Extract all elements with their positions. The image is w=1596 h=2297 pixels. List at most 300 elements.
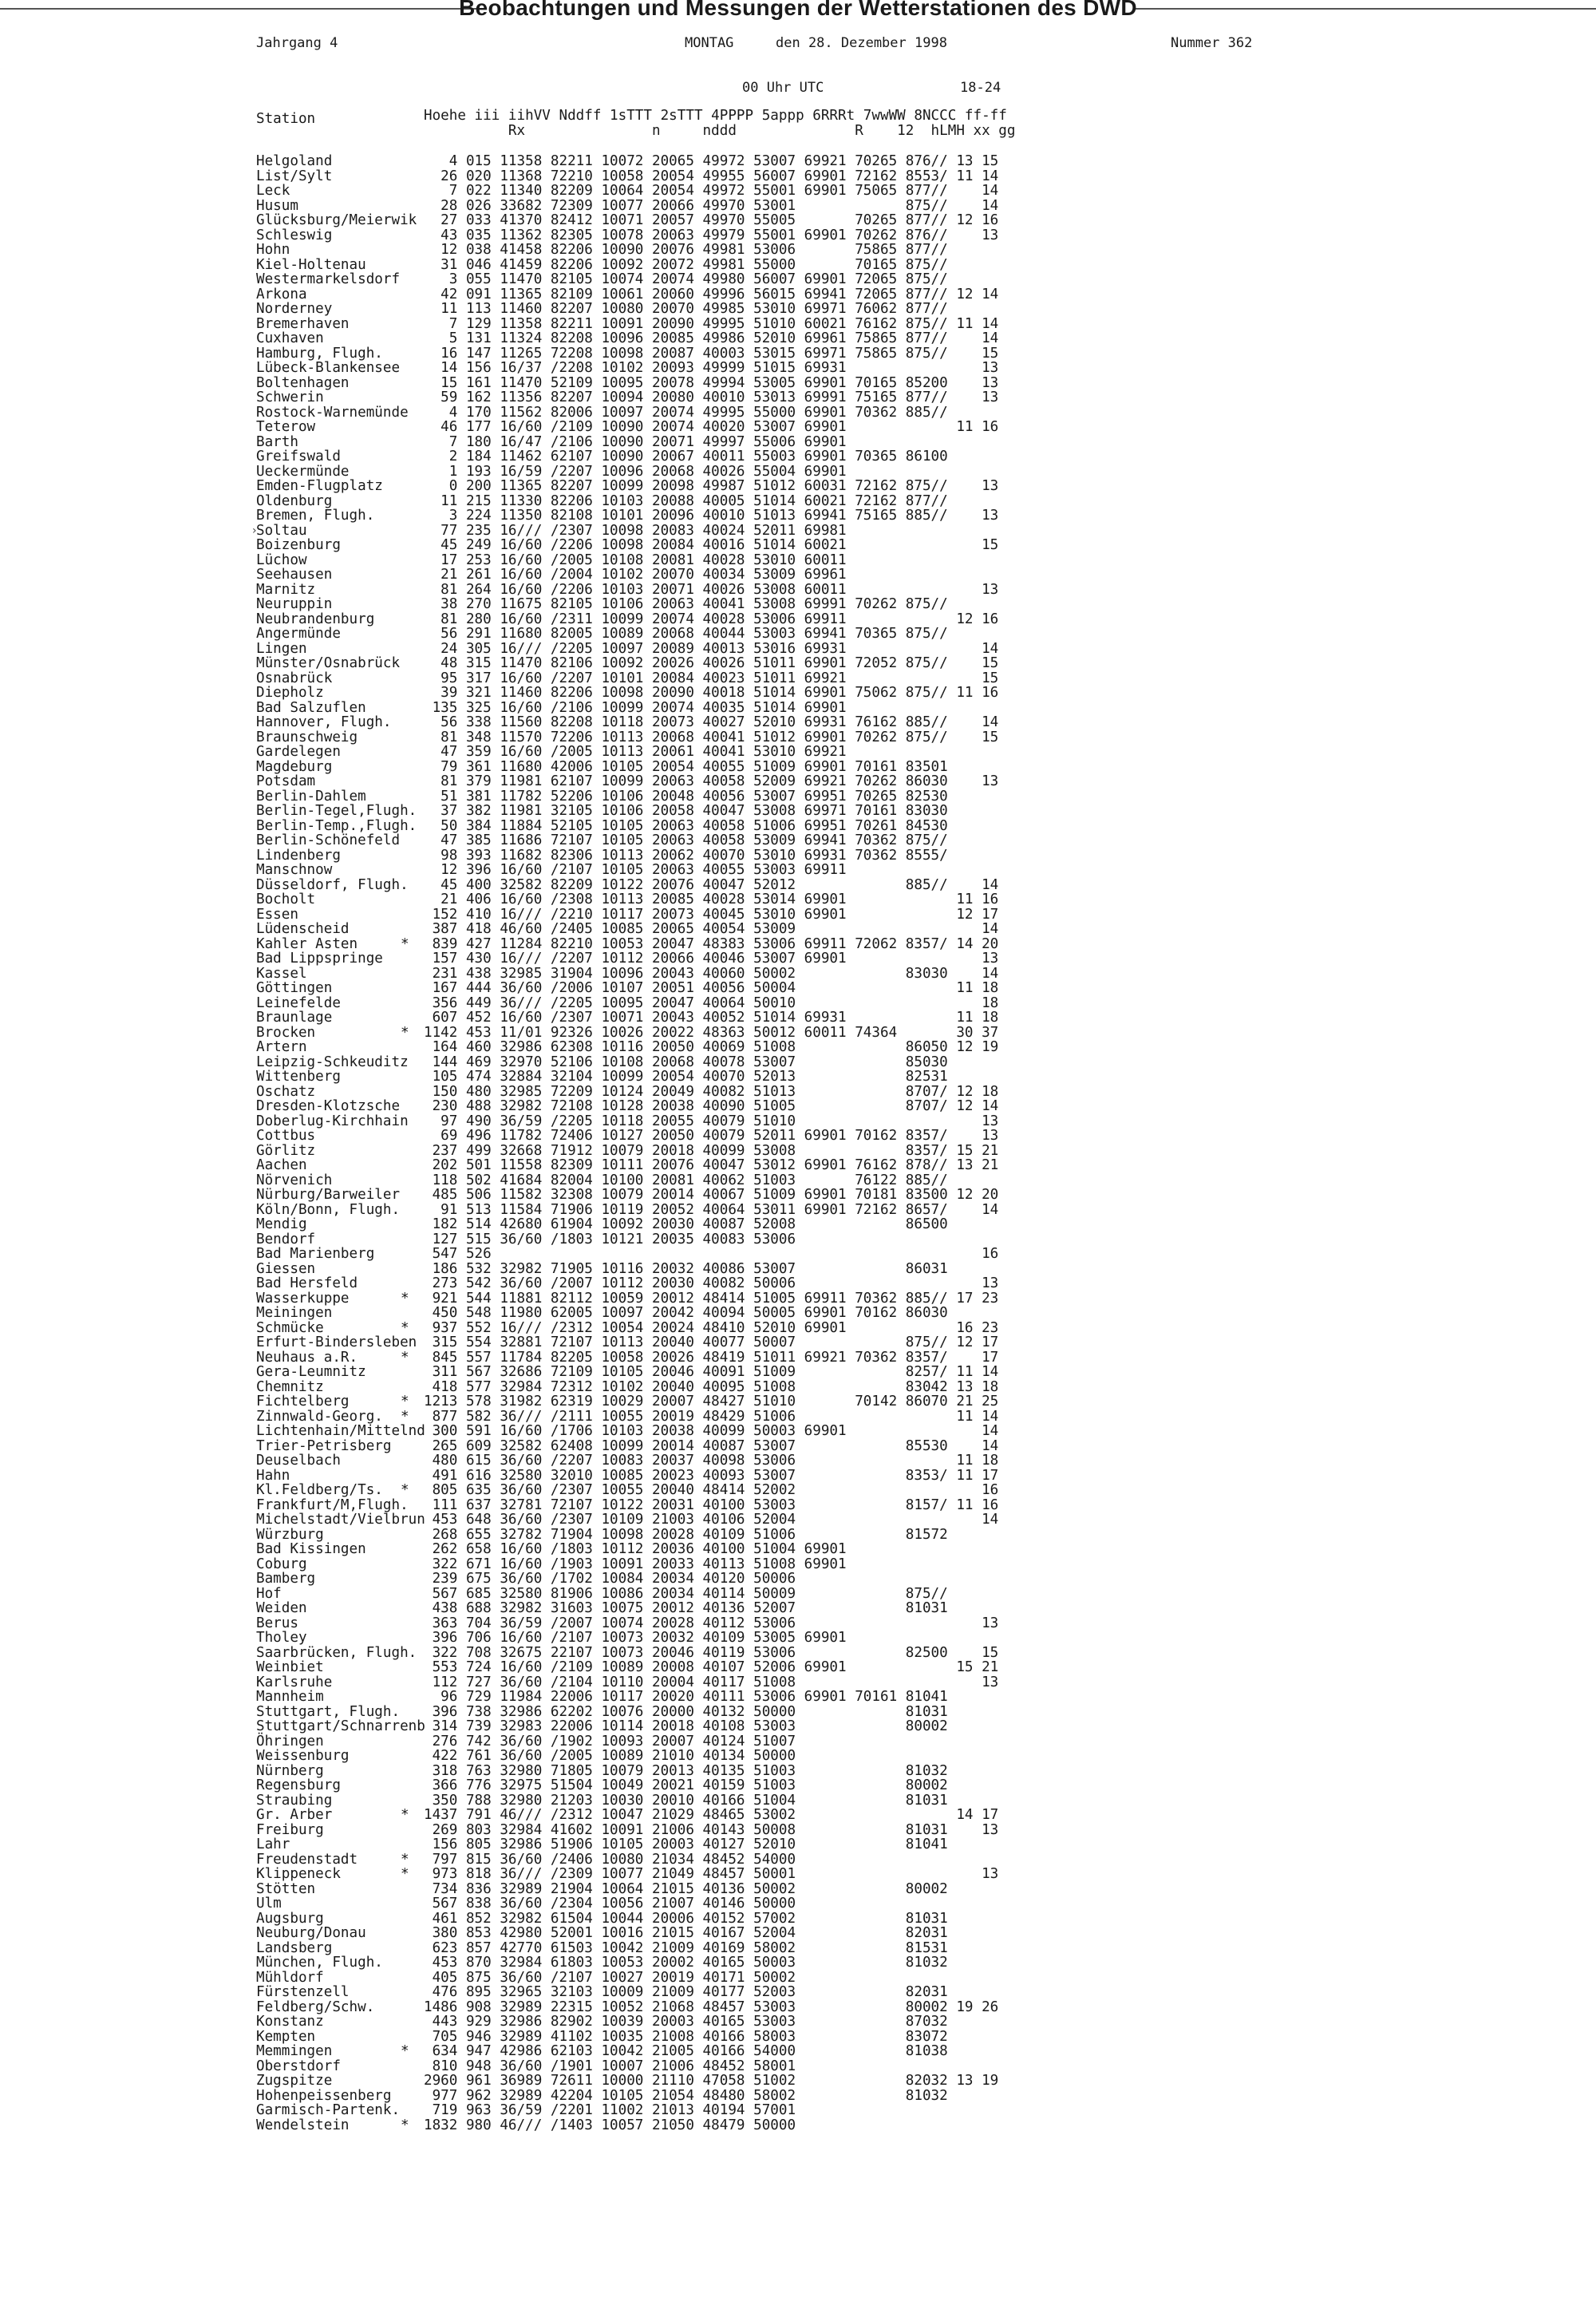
table-row: 1437 791 46/// /2312 10047 21029 48465 53002 14 17 (424, 1807, 999, 1823)
table-row: 182 514 42680 61904 10092 20030 40087 52008 86500 (424, 1216, 948, 1232)
station-marker (401, 951, 409, 967)
station-marker (401, 1188, 409, 1203)
station-name: Nörvenich (256, 1172, 333, 1188)
station-marker (401, 508, 409, 524)
table-row: 7 022 11340 82209 10064 20054 49972 55001 69901 75065 877// 14 (424, 183, 999, 199)
station-marker (401, 1837, 409, 1852)
station-name: Landsberg (256, 1939, 333, 1956)
station-name: Klippeneck (256, 1866, 341, 1882)
station-name: Garmisch-Partenk. (256, 2102, 401, 2118)
station-marker (401, 848, 409, 864)
table-row: 1213 578 31982 62319 10029 20007 48427 51010 70142 86070 21 25 (424, 1394, 999, 1409)
table-row: 839 427 11284 82210 10053 20047 48383 53006 69911 72062 8357/ 14 20 (424, 935, 999, 952)
station-marker (401, 1306, 409, 1321)
station-marker (401, 1660, 409, 1675)
station-name: Bad Hersfeld (256, 1275, 358, 1291)
table-row: 845 557 11784 82205 10058 20026 48419 51011 69921 70362 8357/ 17 (424, 1349, 999, 1366)
station-name: Hohn (256, 242, 290, 258)
station-name: Leck (256, 183, 290, 199)
station-marker (401, 1247, 409, 1262)
station-name: Köln/Bonn, Flugh. (256, 1201, 401, 1218)
station-marker (401, 361, 409, 376)
station-marker (401, 1129, 409, 1144)
station-marker: * (401, 1394, 409, 1409)
table-row: 567 685 32580 81906 10086 20034 40114 50009 875// (424, 1585, 948, 1602)
station-name: Aachen (256, 1157, 307, 1173)
station-name: Görlitz (256, 1142, 316, 1159)
station-name: Bad Kissingen (256, 1541, 366, 1557)
station-name: Nürburg/Barweiler (256, 1187, 401, 1203)
station-marker (401, 1335, 409, 1350)
station-name: Ulm (256, 1896, 282, 1912)
station-marker (401, 1955, 409, 1971)
station-marker (401, 1173, 409, 1188)
station-name: Oberstdorf (256, 2058, 341, 2074)
station-name: Lichtenhain/Mittelnd (256, 1423, 425, 1439)
table-row: 81 348 11570 72206 10113 20068 40041 51012 69901 70262 875// 15 (424, 729, 999, 745)
table-row: 805 635 36/60 /2307 10055 20040 48414 52002 16 (424, 1482, 999, 1498)
station-name: Lindenberg (256, 847, 341, 864)
station-name: Westermarkelsdorf (256, 271, 401, 287)
station-marker (401, 1587, 409, 1602)
table-row: 623 857 42770 61503 10042 21009 40169 58002 81531 (424, 1939, 948, 1956)
table-row: 79 361 11680 42006 10105 20054 40055 51009 69901 70161 83501 (424, 758, 948, 775)
station-marker (401, 1882, 409, 1897)
table-row: 28 026 33682 72309 10077 20066 49970 53001 875// 14 (424, 197, 999, 214)
station-marker (401, 1232, 409, 1247)
table-row: 69 496 11782 72406 10127 20050 40079 52011 69901 70162 8357/ 13 (424, 1128, 999, 1144)
table-row: 366 776 32975 51504 10049 20021 40159 51003 80002 (424, 1777, 948, 1793)
station-name: Hahn (256, 1467, 290, 1484)
station-name: Marnitz (256, 581, 316, 598)
station-name: Oldenburg (256, 492, 333, 509)
table-row: 634 947 42986 62103 10042 21005 40166 54000 81038 (424, 2043, 948, 2059)
station-name: Weinbiet (256, 1659, 324, 1675)
table-row: 318 763 32980 71805 10079 20013 40135 51003 81032 (424, 1762, 948, 1779)
table-row: 3 055 11470 82105 10074 20074 49980 56007 69901 72065 875// (424, 271, 948, 287)
station-marker (401, 524, 409, 539)
station-marker (401, 1203, 409, 1218)
issue-number: Nummer 362 (1171, 35, 1253, 51)
table-row: 50 384 11884 52105 10105 20063 40058 51006 69951 70261 84530 (424, 817, 948, 834)
table-row: 311 567 32686 72109 10105 20046 40091 51009 8257/ 11 14 (424, 1364, 999, 1380)
station-name: Kempten (256, 2028, 316, 2045)
station-name: Essen (256, 906, 298, 923)
station-marker (401, 2089, 409, 2104)
station-marker (401, 671, 409, 686)
table-row: 314 739 32983 22006 10114 20018 40108 53003 80002 (424, 1718, 948, 1734)
table-row: 4 015 11358 82211 10072 20065 49972 53007 69921 70265 876// 13 15 (424, 153, 999, 169)
table-row: 262 658 16/60 /1803 10112 20036 40100 51004 69901 (424, 1541, 847, 1557)
table-row: 91 513 11584 71906 10119 20052 40064 53011 69901 72162 8657/ 14 (424, 1201, 999, 1218)
station-name: Berlin-Temp.,Flugh. (256, 817, 417, 834)
station-name: Lahr (256, 1836, 290, 1852)
station-name: Bremen, Flugh. (256, 508, 375, 524)
weekday-label: MONTAG (685, 35, 734, 51)
table-row: 21 261 16/60 /2004 10102 20070 40034 53009 69961 (424, 567, 847, 583)
station-marker (401, 715, 409, 730)
station-name: Potsdam (256, 773, 316, 789)
table-row: 24 305 16/// /2205 10097 20089 40013 53016 69931 14 (424, 640, 999, 657)
station-marker (401, 1557, 409, 1572)
station-marker (401, 745, 409, 760)
station-marker (401, 465, 409, 480)
table-row: 239 675 36/60 /1702 10084 20034 40120 50006 (424, 1571, 796, 1587)
table-row: 921 544 11881 82112 10059 20012 48414 51005 69911 70362 885// 17 23 (424, 1290, 999, 1307)
station-name: Bad Salzuflen (256, 699, 366, 716)
station-name: Kl.Feldberg/Ts. (256, 1482, 383, 1498)
station-marker (401, 1778, 409, 1793)
station-name: Manschnow (256, 862, 333, 878)
station-name: Lübeck-Blankensee (256, 360, 401, 376)
station-marker (401, 331, 409, 346)
station-marker (401, 1276, 409, 1291)
table-row: 877 582 36/// /2111 10055 20019 48429 51006 11 14 (424, 1408, 999, 1425)
table-row: 453 648 36/60 /2307 10109 21003 40106 52004 14 (424, 1512, 999, 1528)
station-marker (401, 1985, 409, 2000)
table-row: 450 548 11980 62005 10097 20042 40094 50005 69901 70162 86030 (424, 1305, 948, 1321)
station-marker (401, 1262, 409, 1277)
station-name: Soltau (256, 522, 307, 539)
station-marker (401, 449, 409, 465)
station-name: Meiningen (256, 1305, 333, 1321)
column-header-line-1: Hoehe iii iihVV Nddff 1sTTT 2sTTT 4PPPP 5appp 6RRRt 7wwWW 8NCCC ff-ff (424, 108, 1007, 124)
table-row: 363 704 36/59 /2007 10074 20028 40112 53006 13 (424, 1615, 999, 1631)
station-marker (401, 553, 409, 568)
table-row: 607 452 16/60 /2307 10071 20043 40052 51014 69931 11 18 (424, 1010, 999, 1026)
station-marker (401, 1424, 409, 1439)
table-row: 81 280 16/60 /2311 10099 20074 40028 53006 69911 12 16 (424, 611, 999, 627)
station-name: Bendorf (256, 1231, 316, 1247)
table-row: 396 738 32986 62202 10076 20000 40132 50000 81031 (424, 1703, 948, 1720)
table-row: 237 499 32668 71912 10079 20018 40099 53008 8357/ 15 21 (424, 1142, 999, 1159)
station-name: Wittenberg (256, 1069, 341, 1085)
observation-data-column (424, 154, 998, 2133)
table-row: 150 480 32985 72209 10124 20049 40082 51013 8707/ 12 18 (424, 1083, 999, 1100)
station-marker (401, 1601, 409, 1616)
station-marker (401, 169, 409, 184)
station-name: Boltenhagen (256, 374, 350, 391)
station-name: Deuselbach (256, 1453, 341, 1469)
station-name: Artern (256, 1039, 307, 1055)
table-row: 27 033 41370 82412 10071 20057 49970 55005 70265 877// 12 16 (424, 212, 999, 228)
table-row: 98 393 11682 82306 10113 20062 40070 53010 69931 70362 8555/ (424, 847, 948, 864)
table-row: 273 542 36/60 /2007 10112 20030 40082 50006 13 (424, 1275, 999, 1291)
station-marker (401, 583, 409, 598)
table-row: 105 474 32884 32104 10099 20054 40070 52013 82531 (424, 1069, 948, 1085)
table-row: 81 264 16/60 /2206 10103 20071 40026 53008 60011 13 (424, 581, 999, 598)
table-row: 553 724 16/60 /2109 10089 20008 40107 52006 69901 15 21 (424, 1659, 999, 1675)
station-marker: * (401, 1851, 409, 1868)
table-row: 567 838 36/60 /2304 10056 21007 40146 50000 (424, 1896, 796, 1912)
station-marker (401, 272, 409, 287)
station-marker (401, 184, 409, 199)
station-name: Mühldorf (256, 1969, 324, 1986)
station-marker (401, 420, 409, 435)
station-name: Mannheim (256, 1689, 324, 1705)
station-marker (401, 1971, 409, 1986)
table-row: 356 449 36/// /2205 10095 20047 40064 50010 18 (424, 994, 999, 1011)
station-name: Mendig (256, 1216, 307, 1232)
table-row: 405 875 36/60 /2107 10027 20019 40171 50002 (424, 1969, 796, 1986)
station-name: Nürnberg (256, 1762, 324, 1779)
station-marker (401, 612, 409, 627)
table-row: 231 438 32985 31904 10096 20043 40060 50002 83030 14 (424, 965, 999, 982)
station-marker (401, 1926, 409, 1941)
table-row: 48 315 11470 82106 10092 20026 40026 51011 69901 72052 875// 15 (424, 655, 999, 671)
table-row: 111 637 32781 72107 10122 20031 40100 53003 8157/ 11 16 (424, 1496, 999, 1513)
table-row: 135 325 16/60 /2106 10099 20074 40035 51014 69901 (424, 699, 847, 716)
table-row: 39 321 11460 82206 10098 20090 40018 51014 69901 75062 875// 11 16 (424, 685, 999, 701)
station-marker (401, 346, 409, 362)
station-name: Arkona (256, 286, 307, 302)
station-marker (401, 1469, 409, 1484)
station-marker (401, 538, 409, 553)
station-marker (401, 1941, 409, 1956)
station-marker (401, 317, 409, 332)
station-marker: * (401, 2117, 409, 2133)
table-row: 1832 980 46/// /1403 10057 21050 48479 50000 (424, 2117, 796, 2133)
station-marker (401, 686, 409, 701)
station-name: Lüchow (256, 552, 307, 568)
station-name: Schmücke (256, 1319, 324, 1336)
table-row: 453 870 32984 61803 10053 20002 40165 50003 81032 (424, 1955, 948, 1971)
station-marker (401, 1085, 409, 1100)
station-name: Göttingen (256, 980, 333, 996)
table-row: 43 035 11362 82305 10078 20063 49979 55001 69901 70262 876// 13 (424, 227, 999, 243)
station-marker (401, 1793, 409, 1809)
station-name: Fürstenzell (256, 1984, 350, 2000)
station-marker (401, 1453, 409, 1469)
station-name: Osnabrück (256, 670, 333, 686)
station-marker (401, 1010, 409, 1026)
station-marker (401, 1705, 409, 1720)
column-header-line-2: Rx n nddd R 12 hLMH xx gg (424, 123, 1016, 139)
table-row: 26 020 11368 72210 10058 20054 49955 56007 69901 72162 8553/ 11 14 (424, 168, 999, 184)
station-name: Leipzig-Schkeuditz (256, 1054, 409, 1070)
station-name: Freiburg (256, 1821, 324, 1838)
station-marker: * (401, 935, 409, 952)
station-marker (401, 479, 409, 494)
station-marker (401, 1055, 409, 1070)
station-name: Glücksburg/Meierwik (256, 212, 417, 228)
station-marker: * (401, 1290, 409, 1307)
station-name: Leinefelde (256, 994, 341, 1011)
station-name: Karlsruhe (256, 1674, 333, 1690)
table-row: 476 895 32965 32103 10009 21009 40177 52003 82031 (424, 1984, 948, 2000)
station-name: Hof (256, 1585, 282, 1602)
station-marker (401, 656, 409, 671)
station-marker (401, 789, 409, 805)
station-marker (401, 1719, 409, 1734)
table-row: 81 379 11981 62107 10099 20063 40058 52009 69921 70262 86030 13 (424, 773, 999, 789)
jahrgang-label: Jahrgang 4 (256, 35, 338, 51)
station-name: Dresden-Klotzsche (256, 1098, 401, 1114)
station-name: Michelstadt/Vielbrun (256, 1512, 425, 1528)
table-row: 443 929 32986 82902 10039 20003 40165 53003 87032 (424, 2014, 948, 2030)
station-name: Helgoland (256, 153, 333, 169)
station-name: Lüdenscheid (256, 921, 350, 937)
period-label: 18-24 (960, 80, 1001, 96)
station-name: Wendelstein (256, 2117, 350, 2133)
station-marker (401, 981, 409, 996)
station-marker (401, 597, 409, 612)
station-name: Kassel (256, 965, 307, 982)
station-marker (401, 892, 409, 907)
table-row: 164 460 32986 62308 10116 20050 40069 51008 86050 12 19 (424, 1039, 999, 1055)
station-name: Hohenpeissenberg (256, 2087, 392, 2104)
station-name: Gardelegen (256, 744, 341, 760)
station-marker (401, 302, 409, 317)
table-row: 56 338 11560 82208 10118 20073 40027 52010 69931 76162 885// 14 (424, 714, 999, 730)
station-name: Gr. Arber (256, 1807, 333, 1823)
station-marker (401, 2059, 409, 2074)
station-name: Lingen (256, 640, 307, 657)
table-row: 547 526 16 (424, 1246, 999, 1262)
station-name: Ueckermünde (256, 463, 350, 480)
station-marker (401, 1542, 409, 1557)
station-marker (401, 243, 409, 258)
station-name: Angermünde (256, 626, 341, 642)
station-marker (401, 1616, 409, 1631)
station-name: Öhringen (256, 1733, 324, 1749)
station-marker: * (401, 1349, 409, 1366)
station-name: Boizenburg (256, 537, 341, 553)
station-marker: * (401, 1024, 409, 1041)
table-row: 59 162 11356 82207 10094 20080 40010 53013 69991 75165 877// 13 (424, 389, 999, 405)
table-row: 156 805 32986 51906 10105 20003 40127 52010 81041 (424, 1836, 948, 1852)
table-row: 1 193 16/59 /2207 10096 20068 40026 55004 69901 (424, 463, 847, 480)
station-marker: * (401, 1807, 409, 1823)
station-marker (401, 1158, 409, 1173)
table-row: 157 430 16/// /2207 10112 20066 40046 53007 69901 13 (424, 951, 999, 967)
station-marker (401, 199, 409, 214)
station-name: Kiel-Holtenau (256, 256, 366, 273)
station-marker: * (401, 2043, 409, 2059)
station-marker (401, 1734, 409, 1749)
station-name: Diepholz (256, 685, 324, 701)
table-row: 265 609 32582 62408 10099 20014 40087 53007 85530 14 (424, 1437, 999, 1454)
station-marker (401, 878, 409, 893)
station-marker (401, 730, 409, 745)
station-name: Gera-Leumnitz (256, 1364, 366, 1380)
table-row: 3 224 11350 82108 10101 20096 40010 51013 69941 75165 885// 13 (424, 508, 999, 524)
station-marker (401, 2074, 409, 2089)
station-name: Rostock-Warnemünde (256, 404, 409, 421)
station-name: Brocken (256, 1024, 316, 1041)
station-marker (401, 1114, 409, 1129)
station-name: Braunlage (256, 1010, 333, 1026)
table-row: 396 706 16/60 /2107 10073 20032 40109 53005 69901 (424, 1630, 847, 1646)
station-name: Oschatz (256, 1083, 316, 1100)
table-row: 14 156 16/37 /2208 10102 20093 49999 51015 69931 13 (424, 360, 999, 376)
station-name: Bad Marienberg (256, 1246, 375, 1262)
table-row: 1142 453 11/01 92326 10026 20022 48363 50012 60011 74364 30 37 (424, 1024, 999, 1041)
table-row: 7 180 16/47 /2106 10090 20071 49997 55006 69901 (424, 433, 847, 450)
table-row: 96 729 11984 22006 10117 20020 40111 53006 69901 70161 81041 (424, 1689, 948, 1705)
table-row: 300 591 16/60 /1706 10103 20038 40099 50003 69901 14 (424, 1423, 999, 1439)
station-name: Freudenstadt (256, 1851, 358, 1868)
table-row: 31 046 41459 82206 10092 20072 49981 55000 70165 875// (424, 256, 948, 273)
station-marker (401, 1217, 409, 1232)
table-row: 16 147 11265 72208 10098 20087 40003 53015 69971 75865 875// 15 (424, 345, 999, 362)
table-row: 51 381 11782 52206 10106 20048 40056 53007 69951 70265 82530 (424, 788, 948, 805)
station-name: Stötten (256, 1880, 316, 1897)
time-label: 00 Uhr UTC (742, 80, 824, 96)
station-marker (401, 376, 409, 391)
table-row: 230 488 32982 72108 10128 20038 40090 51005 8707/ 12 14 (424, 1098, 999, 1114)
table-row: 438 688 32982 31603 10075 20012 40136 52007 81031 (424, 1600, 948, 1616)
station-marker (401, 2030, 409, 2045)
table-row: 2 184 11462 62107 10090 20067 40011 55003 69901 70365 86100 (424, 449, 948, 465)
station-name: München, Flugh. (256, 1955, 383, 1971)
table-row: 47 359 16/60 /2005 10113 20061 40041 53010 69921 (424, 744, 847, 760)
mountain-station-marker-column (401, 154, 409, 2133)
station-name: Husum (256, 197, 298, 214)
table-row: 5 131 11324 82208 10096 20085 49986 52010 69961 75865 877// 14 (424, 330, 999, 346)
station-marker (401, 642, 409, 657)
station-marker (401, 1764, 409, 1779)
table-row: 42 091 11365 82109 10061 20060 49996 56015 69941 72065 877// 12 14 (424, 286, 999, 302)
table-row: 350 788 32980 21203 10030 20010 40166 51004 81031 (424, 1792, 948, 1809)
table-row: 491 616 32580 32010 10085 20023 40093 53007 8353/ 11 17 (424, 1467, 999, 1484)
station-marker (401, 213, 409, 228)
station-marker: * (401, 1319, 409, 1336)
station-marker (401, 2014, 409, 2030)
station-name: Coburg (256, 1556, 307, 1572)
station-name: Schwerin (256, 389, 324, 405)
station-name: Berlin-Tegel,Flugh. (256, 803, 417, 819)
table-row: 167 444 36/60 /2006 10107 20051 40056 50004 11 18 (424, 980, 999, 996)
table-row: 21 406 16/60 /2308 10113 20085 40028 53014 69901 11 16 (424, 892, 999, 907)
table-row: 276 742 36/60 /1902 10093 20007 40124 51007 (424, 1733, 796, 1749)
station-name: Greifswald (256, 449, 341, 465)
station-marker (401, 967, 409, 982)
table-row: 12 038 41458 82206 10090 20076 49981 53006 75865 877// (424, 242, 948, 258)
table-row: 112 727 36/60 /2104 10110 20004 40117 51008 13 (424, 1674, 999, 1690)
table-row: 38 270 11675 82105 10106 20063 40041 53008 69991 70262 875// (424, 596, 948, 612)
station-name: Berlin-Dahlem (256, 788, 366, 805)
station-name: Münster/Osnabrück (256, 655, 401, 671)
station-marker (401, 922, 409, 937)
station-name: Zugspitze (256, 2073, 333, 2089)
station-name: Fichtelberg (256, 1394, 350, 1409)
table-row: 186 532 32982 71905 10116 20032 40086 53007 86031 (424, 1260, 948, 1277)
table-row: 4 170 11562 82006 10097 20074 49995 55000 69901 70362 885// (424, 404, 948, 421)
table-row: 127 515 36/60 /1803 10121 20035 40083 53006 (424, 1231, 796, 1247)
station-name: Neuhaus a.R. (256, 1349, 358, 1366)
table-row: 480 615 36/60 /2207 10083 20037 40098 53006 11 18 (424, 1453, 999, 1469)
station-marker (401, 228, 409, 243)
station-name: Weiden (256, 1600, 307, 1616)
station-marker (401, 907, 409, 923)
table-row: 387 418 46/60 /2405 10085 20065 40054 53009 14 (424, 921, 999, 937)
station-name: Seehausen (256, 567, 333, 583)
station-marker: * (401, 1482, 409, 1498)
table-row: 315 554 32881 72107 10113 20040 40077 50007 875// 12 17 (424, 1334, 999, 1350)
table-row: 37 382 11981 32105 10106 20058 40047 53008 69971 70161 83030 (424, 803, 948, 819)
station-column-header: Station (256, 111, 316, 127)
station-name: Kahler Asten (256, 935, 358, 952)
table-row: 322 671 16/60 /1903 10091 20033 40113 51008 69901 (424, 1556, 847, 1572)
table-row: 977 962 32989 42204 10105 21054 48480 58002 81032 (424, 2087, 948, 2104)
station-marker (401, 567, 409, 583)
station-name: Würzburg (256, 1526, 324, 1543)
station-name: List/Sylt (256, 168, 333, 184)
station-marker (401, 1099, 409, 1114)
table-row: 144 469 32970 52106 10108 20068 40078 53007 85030 (424, 1054, 948, 1070)
station-marker (401, 1631, 409, 1646)
